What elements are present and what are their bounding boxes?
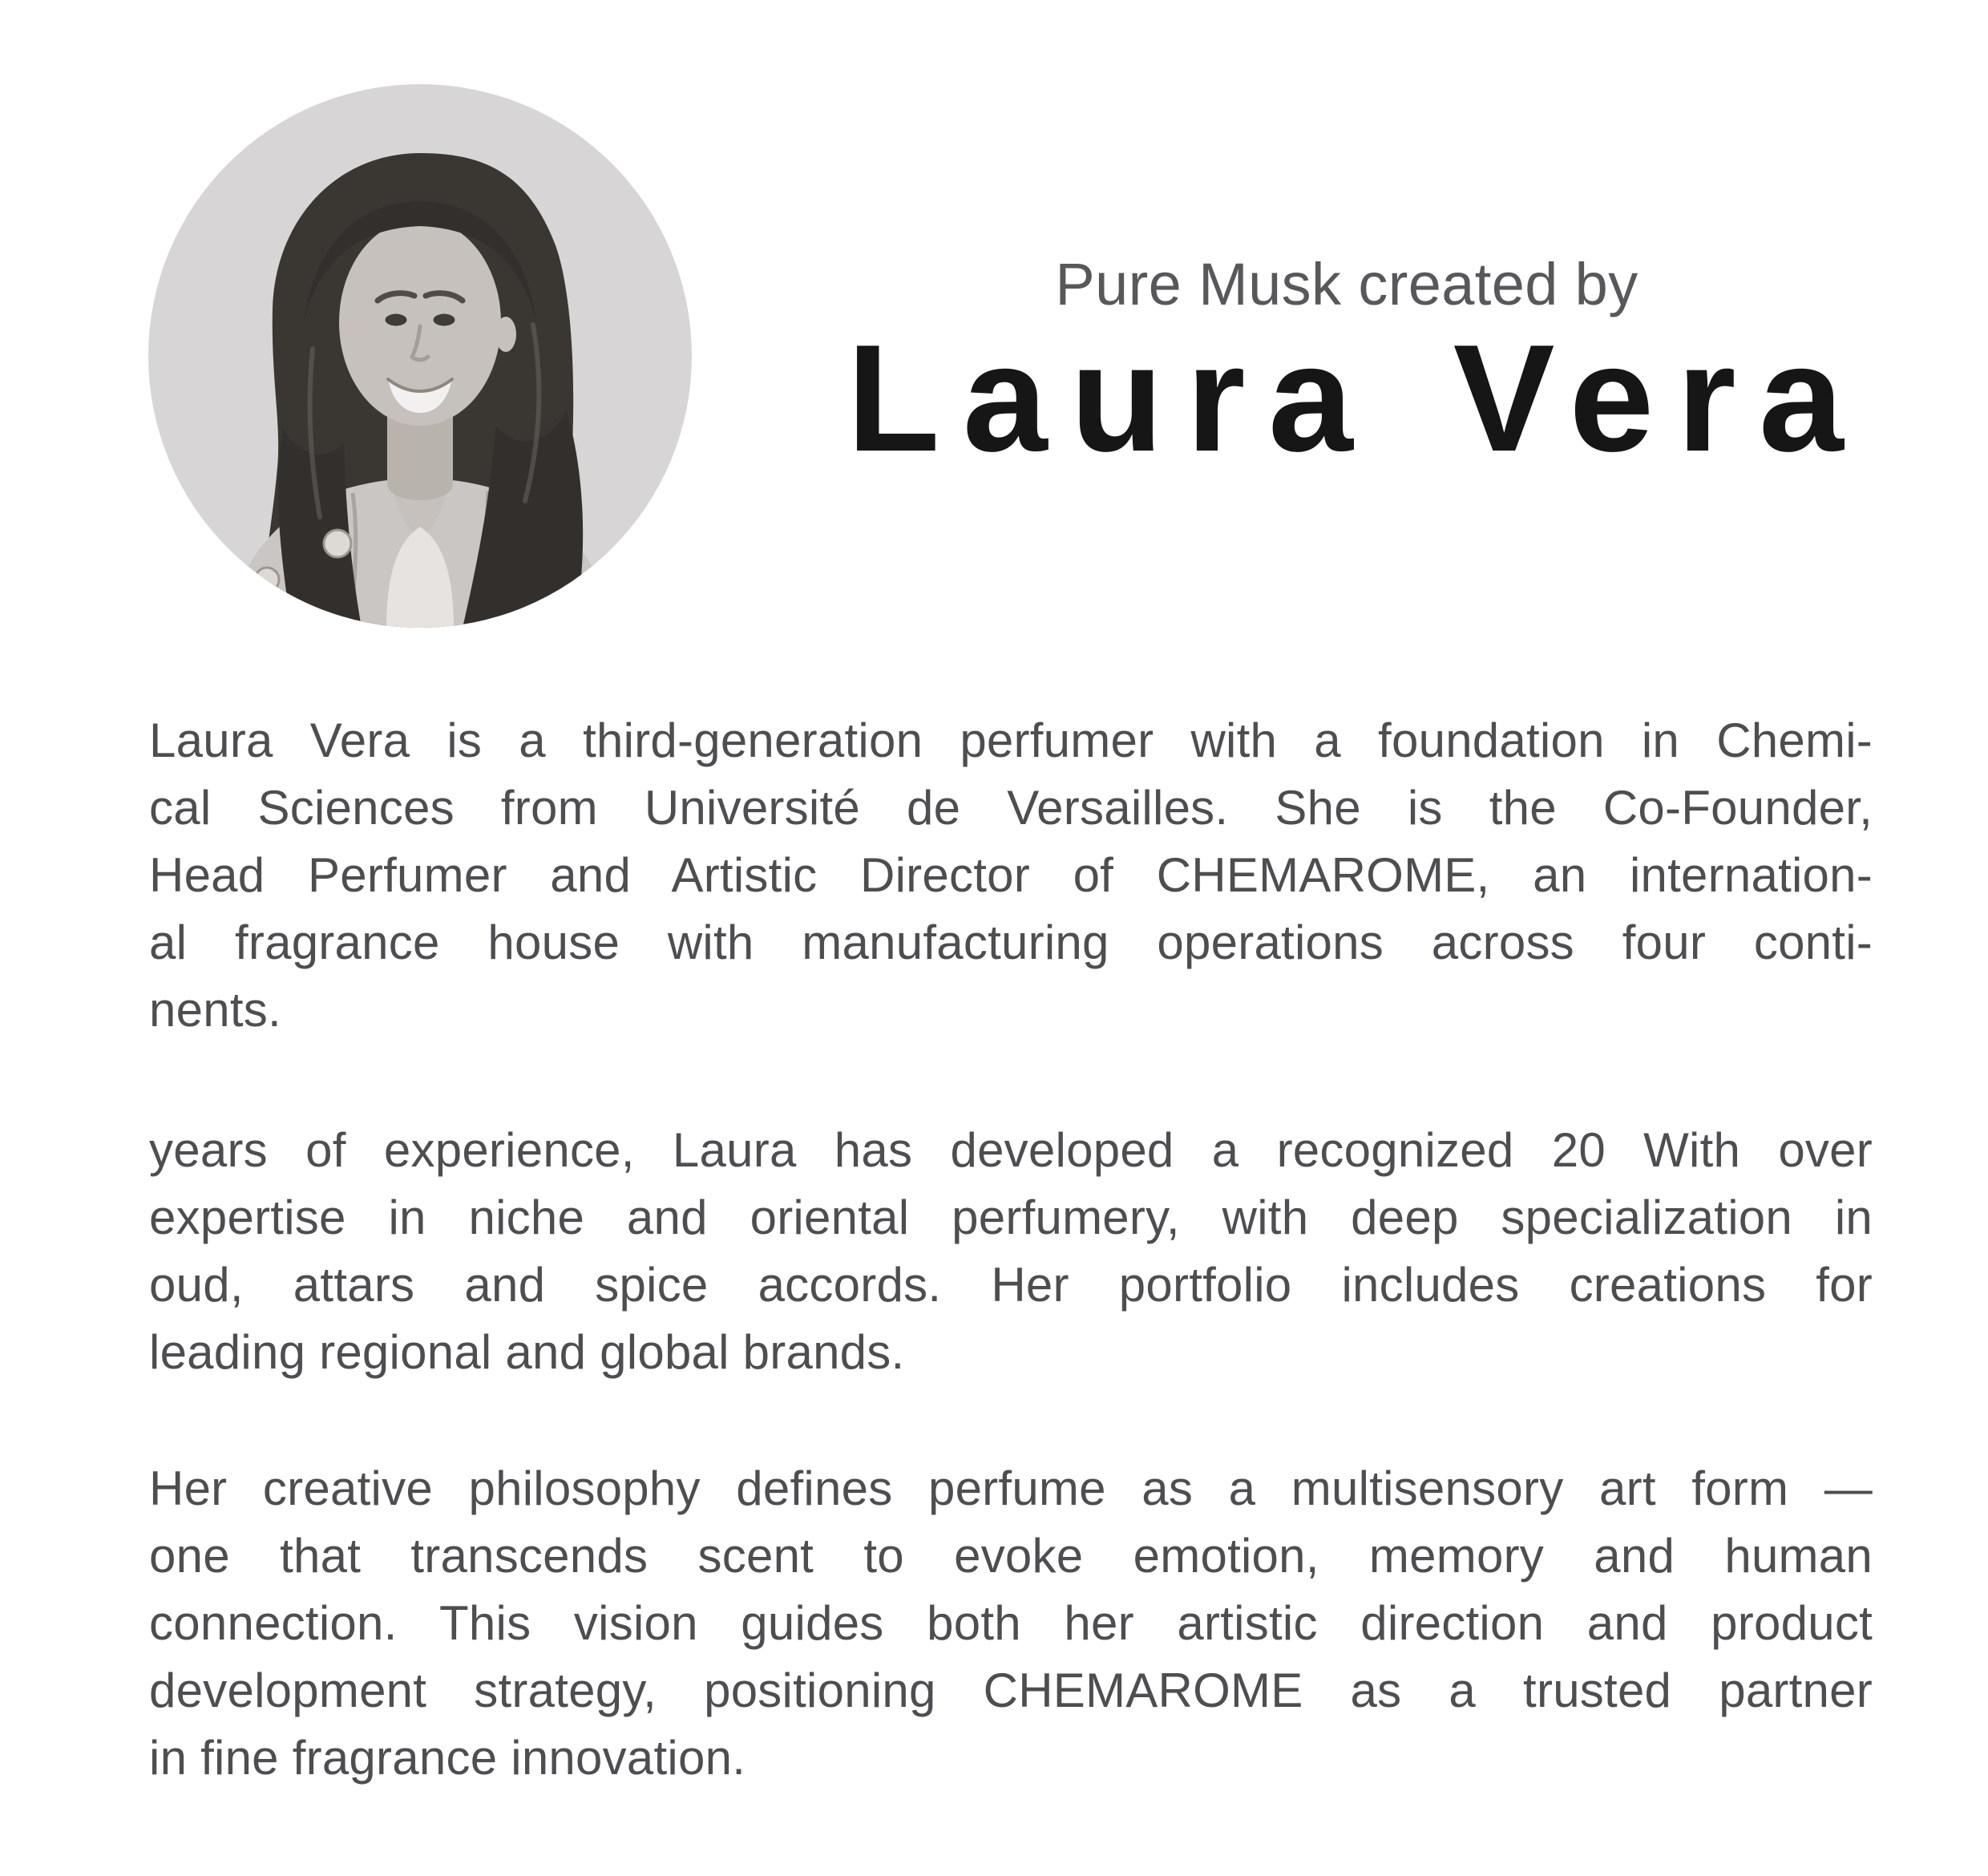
bio-line: cal Sciences from Université de Versailles. She is the Co-Founder, [149, 781, 1873, 835]
bio-paragraph-2 [149, 1117, 1873, 1386]
bio-paragraph-3 [149, 1455, 1873, 1792]
bio-line: Laura Vera is a third-generation perfumer with a foundation in Chemi- [149, 714, 1873, 767]
bio-line: al fragrance house with manufacturing operations across four conti- [149, 916, 1873, 969]
bio-line: expertise in niche and oriental perfumery, with deep specialization in [149, 1191, 1873, 1244]
bio-line: development strategy, positioning CHEMAROME as a trusted partner [149, 1664, 1873, 1717]
bio-line: oud, attars and spice accords. Her portfolio includes creations for [149, 1258, 1873, 1312]
jacket-button-top [324, 530, 351, 557]
bio-line: connection. This vision guides both her artistic direction and product [149, 1596, 1873, 1650]
bio-line: years of experience, Laura has developed a recognized 20 With over [149, 1123, 1873, 1177]
left-eye [386, 314, 407, 326]
eyebrow-text: Pure Musk created by [1055, 251, 1638, 317]
portrait-photo [148, 84, 692, 628]
bio-line: Head Perfumer and Artistic Director of CHEMAROME, an internation- [149, 848, 1873, 902]
page-title: Laura Vera [847, 313, 1867, 483]
bio-line: leading regional and global brands. [149, 1325, 905, 1379]
right-eye [434, 314, 455, 326]
bio-line: in fine fragrance innovation. [149, 1731, 746, 1785]
bio-line: Her creative philosophy defines perfume as a multisensory art form — [149, 1462, 1873, 1515]
bio-line: one that transcends scent to evoke emotion, memory and human [149, 1529, 1873, 1583]
jacket-button-bottom [255, 568, 279, 592]
bio-line: nents. [149, 983, 281, 1037]
bio-paragraph-1 [149, 707, 1873, 1044]
